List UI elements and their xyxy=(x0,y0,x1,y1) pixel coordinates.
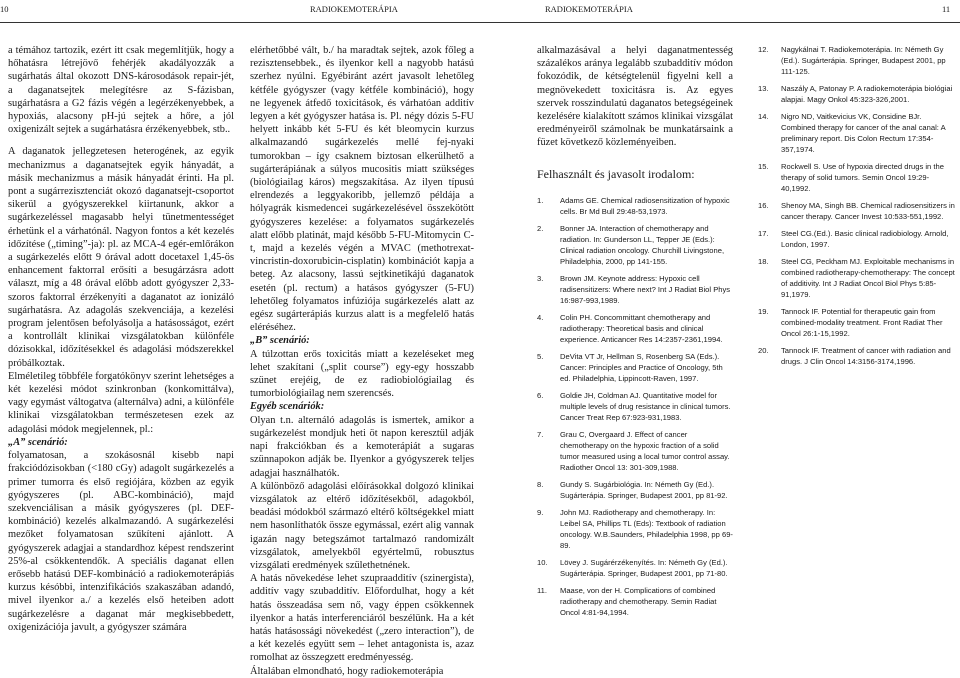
reference-item xyxy=(537,223,733,267)
other-scenarios-heading: Egyéb scenáriók: xyxy=(250,401,325,413)
right-page xyxy=(480,0,960,659)
reference-text: Steel CG.(Ed.). Basic clinical radiobiology. Arnold, London, 1997. xyxy=(781,229,949,249)
paragraph: elérhetőbbé vált, b./ ha maradtak sejtek, azok főleg a rezisztensebbek., és ilyenkor kell a nagyobb hatású szerhez nyúlni. Egyébiránt azért javasolt lehetőleg kétféle gyógyszer (vagy kétféle kombináció), hogy ne legyenek átfedő toxicitások, és várhatóan additív legyen a két gyógyszer hatása is. Pl. négy dózis 5-FU helyett inkább két 5-FU és két bleomycin kurzus alkalmazandó sugárkezelés mellé fej-nyaki tumorokban – így csaknem biztosan elkerülhető a sugárterápiának a súlyos mucositis miatt szükséges (biológiailag káros) megszakítása. Az ilyen típusú elrendezés a leggyakoribb, jellemző példája a hólyagrák kismedencei sugárkezelésével összekötött gyógyszeres kezelése: a folyamatos sugárkezelés alatt előbb platinát, majd később 5-FU-Mitomycin C-t, majd a kezelés végén a MVAC (methotrexat-vincristin-doxorubicin-cisplatin) kombinációt kapja a beteg. Az alacsony, lassú sejtkinetikájú daganatok esetén (pl. rectum) a hatásos gyógyszer (5-FU) lehetőleg folyamatos infúziója sugárkezelés alatt az egész sugárterápiás kurzus alatt is a megfelelő hatás eléréséhez. xyxy=(250,45,474,334)
paragraph: A hatás növekedése lehet szupraadditív (szinergista), additív vagy szubadditív. Előfordulhat, hogy a két hatás összeadása sem nő, vagy éppen csökkennek ilyenkor a hatás interferenciáról beszélünk. Ha a két hatás hatásossági növekedést („zero interaction”), de a két kezelés együtt sem – lehet antagonista is, azaz romolhat az összegzett eredményesség. xyxy=(250,573,474,664)
reference-number: 3. xyxy=(537,273,544,283)
reference-item xyxy=(537,585,733,618)
reference-text: Gundy S. Sugárbiológia. In: Németh Gy (Ed.). Sugárterápia. Springer, Budapest 2001, pp 81-92. xyxy=(560,479,728,500)
paragraph: a témához tartozik, ezért itt csak megemlítjük, hogy a hőhatásra létrejövő fehérjék akadályozzák a sugárhatás által okozott DNS-károsodások repair-jét, a daganatsejtek melegítésre az S-fázisban, sugárhatásra a G2 fázis végén a legérzékenyebbek, a hypoxiás, alacsony pH-jú sejtek a hőre, a jól oxigenizált sejtek a sugárhatásra érzékenyebbek, stb.. xyxy=(8,45,234,136)
paragraph: Általában elmondható, hogy radiokemoterápia xyxy=(250,665,444,677)
reference-number: 6. xyxy=(537,390,544,400)
reference-item xyxy=(537,479,733,501)
paragraph: A különböző adagolási előírásokkal dolgozó klinikai vizsgálatok az eltérő időzítésekből, adagokból, beadási módokból származó eltérő költségekkel miatt nem hasonlíthatók össze egymással, ezért alig vannak igazán nagy betegszámot tartalmazó randomizált vizsgálatok, amelyekből egyértelmű, robusztus vizsgálati eredmények születhetnének. xyxy=(250,480,474,571)
reference-text: Brown JM. Keynote address: Hypoxic cell radisensitizers: Where next? Int J Radiat Biol Phys 16:987-993,1989. xyxy=(560,273,731,305)
scenario-a-heading: „A” scenárió: xyxy=(8,436,68,448)
reference-number: 16. xyxy=(758,201,769,210)
reference-text: Goldie JH, Coldman AJ. Quantitative model for multiple levels of drug resistance in clinical tumors. Cancer Treat Rep 67:923-931,1983. xyxy=(560,390,731,422)
reference-item xyxy=(537,351,733,384)
reference-text: Steel CG, Peckham MJ. Exploitable mechanisms in combined radiotherapy-chemotherapy: The concept of additivity. Int J Radiat Oncol Biol Phys 5:85-91,1979. xyxy=(781,257,955,299)
references-heading: Felhasznált és javasolt irodalom: xyxy=(537,166,695,181)
reference-item xyxy=(758,228,956,250)
reference-text: Grau C, Overgaard J. Effect of cancer chemotherapy on the hypoxic fraction of a solid tumor measured using a local tumor control assay. Radiother Oncol 13: 301-309,1988. xyxy=(560,429,730,472)
reference-item xyxy=(537,557,733,579)
reference-text: John MJ. Radiotherapy and chemotherapy. In: Leibel SA, Phillips TL (Eds): Textbook of radiation oncology. W.B.Saunders, Philadelphia 1998, pp 69-89. xyxy=(560,507,733,550)
reference-number: 1. xyxy=(537,195,544,205)
reference-number: 18. xyxy=(758,257,769,266)
reference-text: Colin PH. Concommittant chemotherapy and radiotherapy: Theoretical basis and clinical experience. Anticancer Res 14:2357-2361,1994. xyxy=(560,312,723,344)
reference-item xyxy=(758,256,956,300)
reference-number: 13. xyxy=(758,84,769,93)
left-column-2 xyxy=(250,44,474,678)
reference-text: Lövey J. Sugárérzékenyítés. In: Németh Gy (Ed.). Sugárterápia. Springer, Budapest 2001, pp 71-80. xyxy=(560,557,728,578)
reference-number: 8. xyxy=(537,479,544,489)
reference-text: Adams GE. Chemical radiosensitization of hypoxic cells. Br Md Bull 29:48-53,1973. xyxy=(560,195,730,216)
reference-item xyxy=(758,111,956,155)
left-page-header xyxy=(0,0,480,23)
scenario-b-heading: „B” scenárió: xyxy=(250,335,310,347)
left-column-1 xyxy=(8,44,234,634)
paragraph: Olyan t.n. alternáló adagolás is ismertek, amikor a sugárkezelést mondjuk heti öt napon keresztül adják napi frakciókban és a kemoterápiát a sugaras szünnapokon adják be. Ilyenkor a gyógyszerek teljes adagjai használhatók. xyxy=(250,414,474,479)
reference-text: Nagykálnai T. Radiokemoterápia. In: Németh Gy (Ed.). Sugárterápia. Springer, Budapest 2001, pp 111-125. xyxy=(781,45,946,76)
paragraph: alkalmazásával a helyi daganatmentesség százalékos aránya legalább szubadditív módon fokozódik, de kétségtelenül figyelni kell a megnövekedett toxicitásra is. Az egyes szervek rosszindulatú daganatos betegségeinek kezelésére kialakított számos klinikai vizsgálat eredményeiről számolnak be munkatársaink a füzet következő közleményeiben. xyxy=(537,45,733,149)
reference-number: 11. xyxy=(537,585,547,595)
page-number: 10 xyxy=(0,4,9,14)
reference-item xyxy=(758,200,956,222)
paragraph: Elméletileg többféle forgatókönyv szerint lehetséges a két kezelési módot szinkronban (konkomittálva), vagy egymást váltogatva (alternálva) adni, a különféle klinikai vizsgálatokban természetesen ezek az adagolási módok megjelennek, pl.: xyxy=(8,370,234,435)
reference-number: 7. xyxy=(537,429,544,439)
reference-item xyxy=(758,83,956,105)
reference-item xyxy=(758,306,956,339)
reference-list xyxy=(758,44,956,367)
reference-number: 2. xyxy=(537,223,544,233)
reference-number: 17. xyxy=(758,229,769,238)
reference-item xyxy=(537,273,733,306)
reference-item xyxy=(537,195,733,217)
reference-number: 4. xyxy=(537,312,544,322)
right-column-2 xyxy=(758,44,956,373)
reference-number: 20. xyxy=(758,346,769,355)
running-title: RADIOKEMOTERÁPIA xyxy=(310,4,398,14)
reference-list xyxy=(537,195,733,618)
reference-number: 12. xyxy=(758,45,769,54)
reference-number: 19. xyxy=(758,307,769,316)
reference-text: Bonner JA. Interaction of chemotherapy and radiation. In: Gunderson LL, Tepper JE (Eds.): Clinical radiation oncology. Churchill Livingstone, Philadelphia, 2000, pp 141-155. xyxy=(560,223,725,266)
reference-text: Shenoy MA, Singh BB. Chemical radiosensitizers in cancer therapy. Cancer Invest 10:533-551,1992. xyxy=(781,201,955,221)
right-page-header xyxy=(480,0,960,23)
reference-text: Tannock IF. Treatment of cancer with radiation and drugs. J Clin Oncol 14:3156-3174,1996. xyxy=(781,346,951,366)
paragraph: A daganatok jellegzetesen heterogének, az egyik mechanizmus a daganatsejtek egyik hányadát, a másik mechanizmus a másik hányadát érinti. Ha pl. pont a sugárrezisztenciát okozó daganatsejt-csoportot sikerül a gyógyszerekkel kiirtanunk, akkor a sugárkezeléssel magasabb helyi tünetmentességet érhetünk el a várhatónál. Nagyon fontos a két kezelés időzítése („timing”-ja): pl. az MCA-4 egér-emlőrákon a sugárkezelés előtt 9 órával adott docetaxel 1,45-ös enhancement faktorral erősíti a besugárzásra adott választ, míg a 48 órával előbb adott gyógyszer 2,33-szoros faktorral érzékenyíti a daganatot az ionizáló sugárhatásra. Az adagolás szekvenciája, a kezelési program jelentősen befolyásolja a hatásosságot, ezért a kontrollált klinikai vizsgálatokban különféle dózisokkal, időzítésekkel és adagolási módszerekkel próbálkoztak. xyxy=(8,146,234,369)
reference-text: Nigro ND, Vaitkevicius VK, Considine BJr. Combined therapy for cancer of the anal canal: A preliminary report. Dis Colon Rectum 17:354-357,1974. xyxy=(781,112,946,154)
reference-item xyxy=(537,507,733,551)
reference-text: Naszály A, Patonay P. A radiokemoterápia biológiai alapjai. Magy Onkol 45:323-326,2001. xyxy=(781,84,953,104)
reference-item xyxy=(758,345,956,367)
paragraph: folyamatosan, a szokásosnál kisebb napi frakciódózisokban (<180 cGy) adagolt sugárkezelés a primer tumorra és első regiójára, közben az egyik gyógyszeres (pl. ABC-kombináció), majd szekvenciálisan a másik gyógyszeres (pl. DEF-kombináció) kezelés alkalmazandó. A sugárkezelési mezőket folyamatosan szűkíteni ajánlott. A gyógyszerek adagjai a standardhoz képest rendszerint 25%-al csökkentendők. A speciális daganat ellen erősebb hatású DEF-kombináció a radiokemoterápiás kurzus késóbbi, intenzifikációs szakaszában adandó, mivel ilyenkor a./ a kezelés első heteiben adott sugárkezelésre a daganat már megkisebbedett, oxigenizációja javult, a gyógyszer számára xyxy=(8,450,234,633)
left-page xyxy=(0,0,480,677)
reference-item xyxy=(537,390,733,423)
reference-text: Rockwell S. Use of hypoxia directed drugs in the therapy of solid tumors. Semin Oncol 19:29-40,1992. xyxy=(781,162,944,193)
reference-number: 9. xyxy=(537,507,544,517)
page-number: 11 xyxy=(942,4,951,14)
reference-item xyxy=(537,429,733,473)
reference-number: 10. xyxy=(537,557,548,567)
paragraph: A túlzottan erős toxicitás miatt a kezeléseket meg lehet szakítani („split course”) egy-egy hosszabb szünet erejéig, de ez radiobiológiailag és tumorbiológiailag nem szerencsés. xyxy=(250,348,474,400)
reference-text: DeVita VT Jr, Hellman S, Rosenberg SA (Eds.). Cancer: Principles and Practice of Oncology, 5th ed. Philadelphia, Lippincott-Raven, 1997. xyxy=(560,351,723,383)
reference-item xyxy=(758,161,956,194)
reference-number: 14. xyxy=(758,112,769,121)
reference-number: 15. xyxy=(758,162,769,171)
running-title: RADIOKEMOTERÁPIA xyxy=(545,4,633,14)
reference-item xyxy=(537,312,733,345)
right-column-1 xyxy=(537,44,733,624)
reference-text: Maase, von der H. Complications of combined radiotherapy and chemotherapy. Semin Radiat Oncol 4:81-94,1994. xyxy=(560,585,717,617)
reference-text: Tannock IF. Potential for therapeutic gain from combined-modality treatment. Front Radiat Ther Oncol 26:1-15,1992. xyxy=(781,307,943,338)
reference-item xyxy=(758,44,956,77)
reference-number: 5. xyxy=(537,351,544,361)
